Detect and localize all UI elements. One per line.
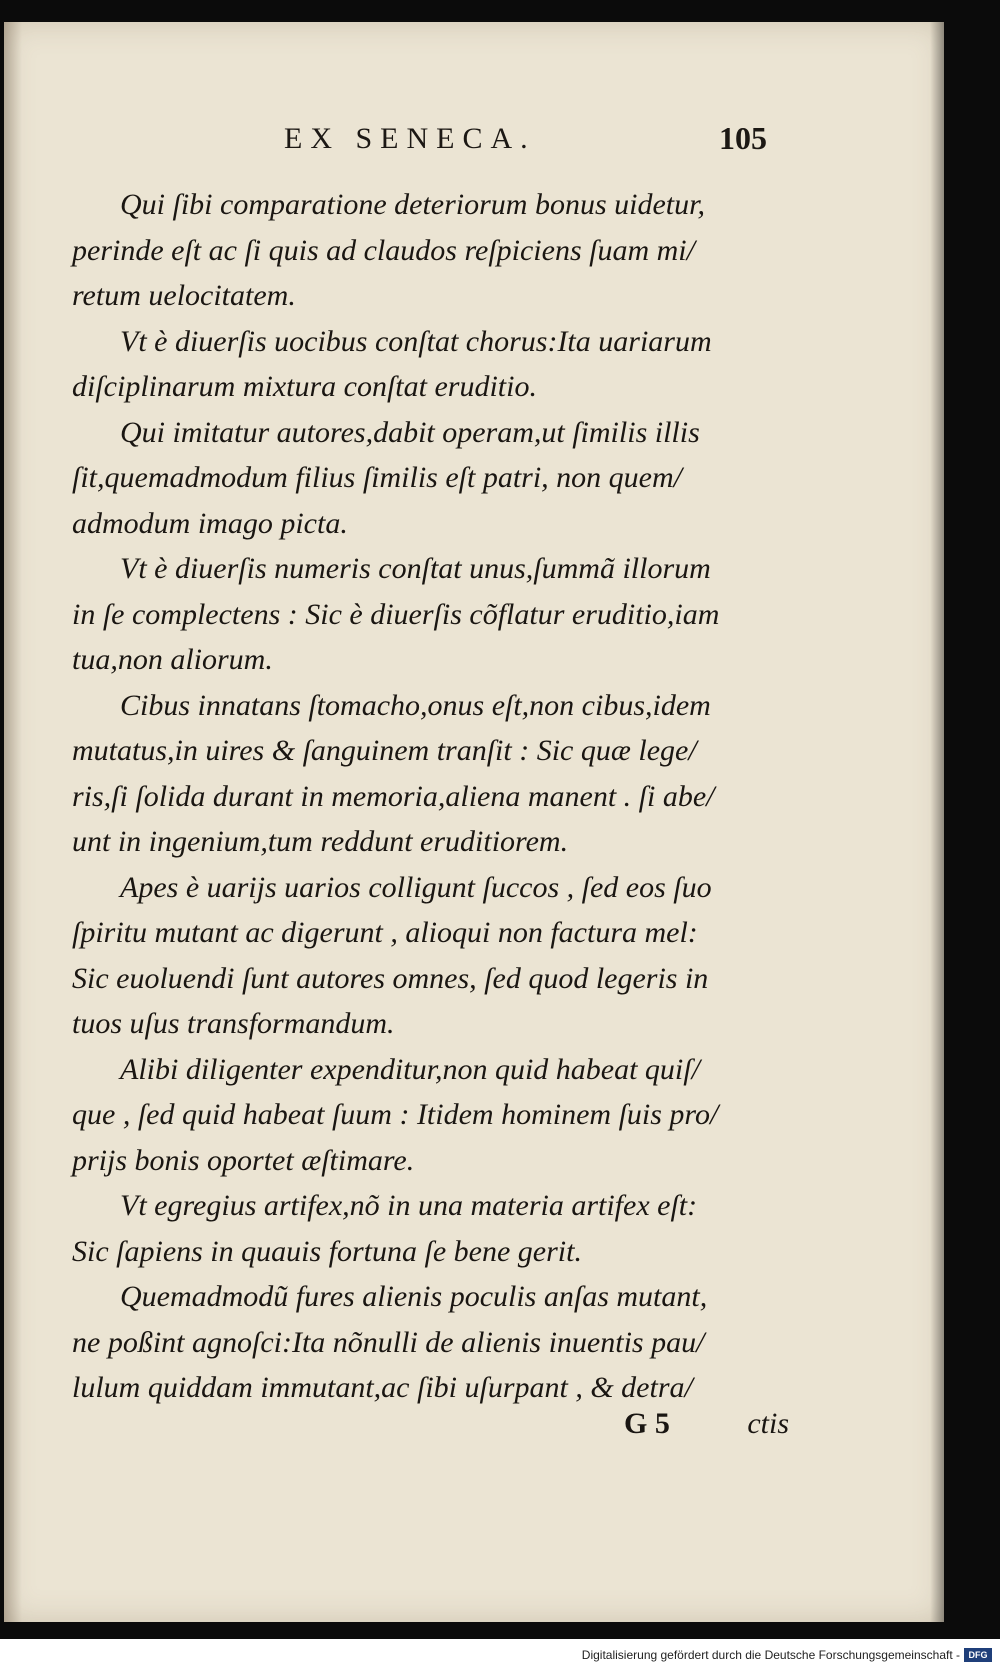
text-line: perinde eſt ac ſi quis ad claudos reſpiciens ſuam mi/ <box>72 233 695 267</box>
book-page <box>4 22 944 1622</box>
paragraph <box>72 546 872 683</box>
text-line: que , ſed quid habeat ſuum : Itidem hominem ſuis pro/ <box>72 1098 719 1131</box>
catchline <box>624 1407 789 1441</box>
running-head: EX SENECA. <box>284 122 536 155</box>
spine-shadow <box>4 22 22 1622</box>
paragraph <box>72 683 872 865</box>
paragraph <box>72 182 872 319</box>
text-line: Cibus innatans ſtomacho,onus eſt,non cibus,idem <box>120 688 711 722</box>
text-line: admodum imago picta. <box>72 506 348 540</box>
body-text <box>72 182 872 1411</box>
page-edge-shadow <box>930 22 944 1622</box>
text-line: Vt è diuerſis uocibus conſtat chorus:Ita uariarum <box>120 324 712 358</box>
text-line: Alibi diligenter expenditur,non quid habeat quiſ/ <box>120 1052 700 1086</box>
paragraph <box>72 1047 872 1184</box>
paragraph <box>72 1183 872 1274</box>
text-line: diſciplinarum mixtura conſtat eruditio. <box>72 370 537 403</box>
text-line: Qui ſibi comparatione deteriorum bonus uidetur, <box>120 188 705 221</box>
text-line: Vt egregius artifex,nõ in una materia artifex eſt: <box>120 1189 698 1222</box>
text-line: lulum quiddam immutant,ac ſibi uſurpant , & detra/ <box>72 1371 693 1404</box>
text-line: Sic ſapiens in quauis fortuna ſe bene gerit. <box>72 1234 582 1268</box>
text-line: prijs bonis oportet æſtimare. <box>72 1143 415 1177</box>
text-line: mutatus,in uires & ſanguinem tranſit : Sic quæ lege/ <box>72 734 697 767</box>
dfg-logo: DFG <box>964 1648 992 1662</box>
text-line: ſpiritu mutant ac digerunt , alioqui non factura mel: <box>72 916 698 949</box>
text-line: Quemadmodũ fures alienis poculis anſas mutant, <box>120 1280 708 1313</box>
text-line: ſit,quemadmodum filius ſimilis eſt patri, non quem/ <box>72 461 682 494</box>
paragraph <box>72 319 872 410</box>
paragraph <box>72 865 872 1047</box>
catchword: ctis <box>747 1407 790 1440</box>
text-line: ne poßint agnoſci:Ita nõnulli de alienis inuentis pau/ <box>72 1325 705 1359</box>
paragraph <box>72 1274 872 1411</box>
text-line: Qui imitatur autores,dabit operam,ut ſimilis illis <box>120 415 700 449</box>
text-line: in ſe complectens : Sic è diuerſis cõflatur eruditio,iam <box>72 597 720 631</box>
text-line: Sic euoluendi ſunt autores omnes, ſed quod legeris in <box>72 961 709 995</box>
funding-note: Digitalisierung gefördert durch die Deutsche Forschungsgemeinschaft - <box>581 1648 960 1662</box>
text-line: ris,ſi ſolida durant in memoria,aliena manent . ſi abe/ <box>72 779 715 813</box>
text-line: tua,non aliorum. <box>72 643 273 676</box>
text-line: Apes è uarijs uarios colligunt ſuccos , ſed eos ſuo <box>120 870 712 904</box>
page-number: 105 <box>719 120 767 156</box>
text-line: retum uelocitatem. <box>72 279 296 312</box>
paragraph <box>72 410 872 547</box>
footer-strip <box>0 1639 1000 1667</box>
text-line: tuos uſus transformandum. <box>72 1007 395 1040</box>
signature-mark: G 5 <box>624 1407 670 1440</box>
text-line: unt in ingenium,tum reddunt eruditiorem. <box>72 825 569 858</box>
text-line: Vt è diuerſis numeris conſtat unus,ſummã illorum <box>120 552 711 585</box>
